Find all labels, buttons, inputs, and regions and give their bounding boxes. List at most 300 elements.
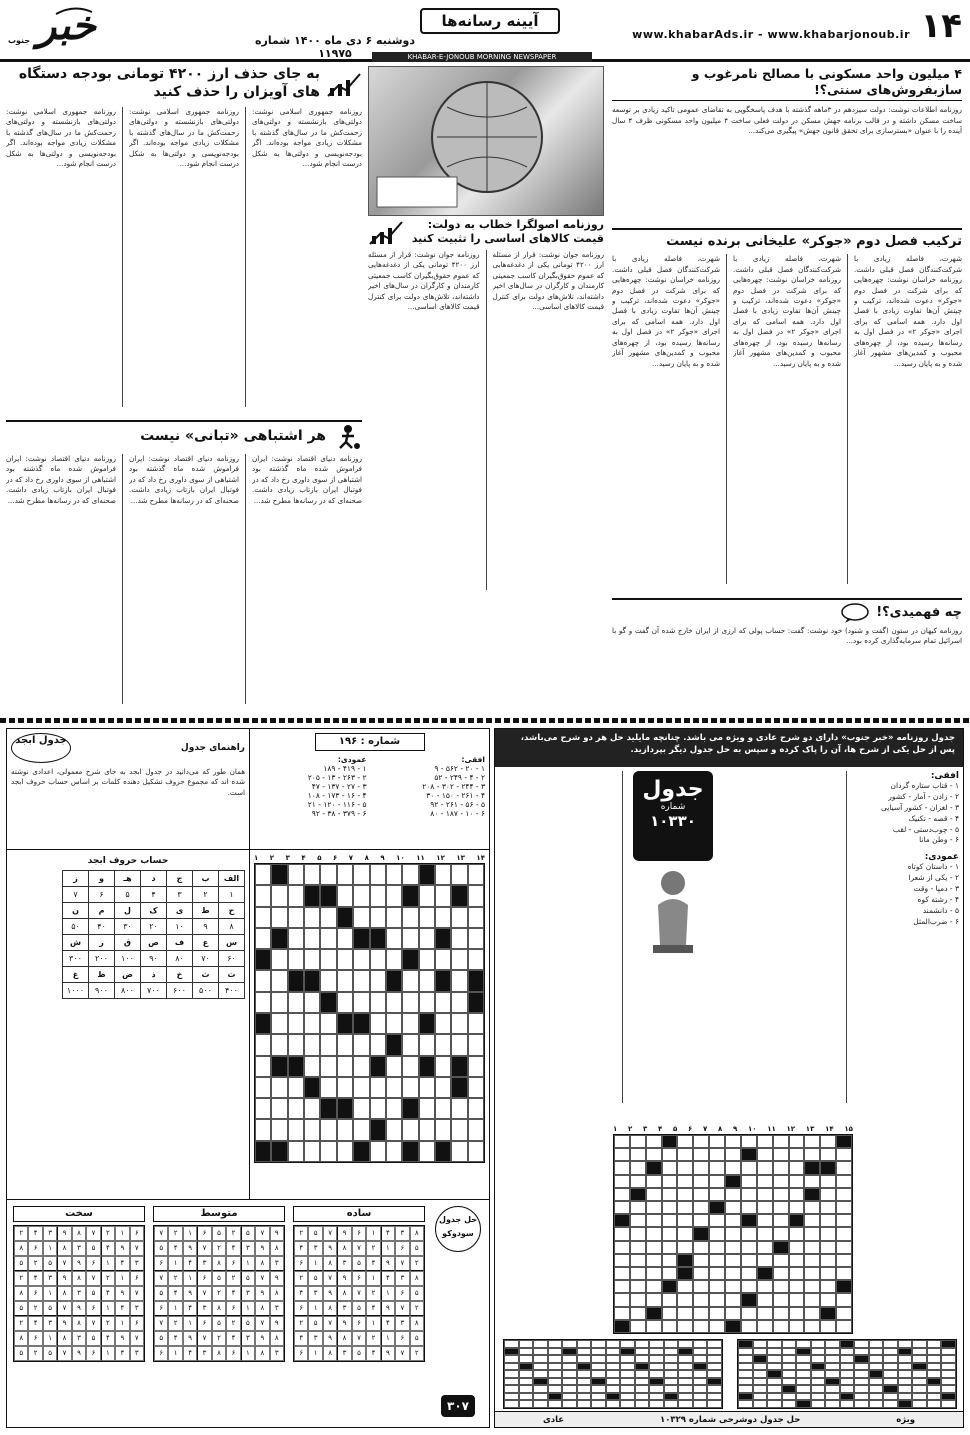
grid-cell[interactable] (606, 1363, 621, 1371)
grid-cell[interactable] (370, 992, 386, 1013)
sudoku-cell[interactable]: ۹ (270, 1226, 284, 1241)
grid-cell[interactable] (709, 1175, 725, 1188)
grid-cell[interactable] (753, 1363, 768, 1371)
grid-cell[interactable] (854, 1370, 869, 1378)
grid-cell[interactable] (796, 1370, 811, 1378)
sudoku-cell[interactable]: ۳ (337, 1256, 351, 1271)
grid-cell[interactable] (825, 1385, 840, 1393)
grid-cell[interactable] (646, 1293, 662, 1306)
sudoku-cell[interactable]: ۶ (197, 1271, 211, 1286)
article-housing-title[interactable]: ۴ میلیون واحد مسکونی با مصالح نامرغوب و سازبفروش‌های سنتی؟! (612, 66, 962, 101)
sudoku-cell[interactable]: ۹ (381, 1346, 395, 1361)
grid-cell[interactable] (614, 1307, 630, 1320)
grid-cell[interactable] (836, 1267, 852, 1280)
grid-cell[interactable] (649, 1363, 664, 1371)
grid-cell[interactable] (677, 1280, 693, 1293)
sudoku-cell[interactable]: ۱ (168, 1301, 182, 1316)
grid-cell[interactable] (725, 1201, 741, 1214)
grid-cell[interactable] (370, 1077, 386, 1098)
sudoku-cell[interactable]: ۵ (212, 1226, 226, 1241)
grid-cell[interactable] (678, 1363, 693, 1371)
grid-cell[interactable] (883, 1340, 898, 1348)
grid-cell[interactable] (725, 1214, 741, 1227)
grid-cell[interactable] (804, 1254, 820, 1267)
grid-cell[interactable] (353, 885, 369, 906)
grid-cell[interactable] (353, 949, 369, 970)
sudoku-cell[interactable]: ۴ (183, 1301, 197, 1316)
grid-cell[interactable] (678, 1378, 693, 1386)
sudoku-cell[interactable]: ۷ (86, 1226, 100, 1241)
sudoku-cell[interactable]: ۹ (337, 1316, 351, 1331)
sudoku-cell[interactable]: ۷ (395, 1256, 409, 1271)
grid-cell[interactable] (677, 1161, 693, 1174)
grid-cell[interactable] (898, 1363, 913, 1371)
sudoku-cell[interactable]: ۷ (197, 1241, 211, 1256)
grid-cell[interactable] (255, 885, 271, 906)
grid-cell[interactable] (288, 992, 304, 1013)
grid-cell[interactable] (646, 1148, 662, 1161)
grid-cell[interactable] (753, 1393, 768, 1401)
sudoku-cell[interactable]: ۲ (14, 1226, 28, 1241)
sudoku-cell[interactable]: ۲ (168, 1226, 182, 1241)
grid-cell[interactable] (451, 928, 467, 949)
sudoku-cell[interactable]: ۸ (14, 1241, 28, 1256)
grid-cell[interactable] (757, 1280, 773, 1293)
grid-cell[interactable] (353, 1077, 369, 1098)
sudoku-cell[interactable]: ۵ (410, 1241, 424, 1256)
grid-cell[interactable] (941, 1385, 956, 1393)
grid-cell[interactable] (757, 1227, 773, 1240)
sudoku-cell[interactable]: ۵ (86, 1286, 100, 1301)
sudoku-cell[interactable]: ۴ (101, 1241, 115, 1256)
grid-cell[interactable] (693, 1355, 708, 1363)
grid-cell[interactable] (402, 907, 418, 928)
grid-cell[interactable] (649, 1370, 664, 1378)
grid-cell[interactable] (741, 1241, 757, 1254)
grid-cell[interactable] (773, 1188, 789, 1201)
sudoku-cell[interactable]: ۳ (395, 1226, 409, 1241)
grid-cell[interactable] (836, 1293, 852, 1306)
grid-cell[interactable] (435, 885, 451, 906)
sudoku-cell[interactable]: ۲ (212, 1331, 226, 1346)
grid-cell[interactable] (941, 1370, 956, 1378)
grid-cell[interactable] (825, 1348, 840, 1356)
sudoku-cell[interactable]: ۲ (28, 1256, 42, 1271)
grid-cell[interactable] (630, 1175, 646, 1188)
article-collusion-title[interactable]: هر اشتباهی «تبانی» نیست (140, 428, 326, 445)
sudoku-cell[interactable]: ۳ (270, 1301, 284, 1316)
grid-cell[interactable] (820, 1148, 836, 1161)
grid-cell[interactable] (677, 1175, 693, 1188)
sudoku-cell[interactable]: ۱ (308, 1301, 322, 1316)
grid-cell[interactable] (804, 1214, 820, 1227)
sudoku-cell[interactable]: ۷ (57, 1346, 71, 1361)
grid-cell[interactable] (386, 864, 402, 885)
grid-cell[interactable] (677, 1241, 693, 1254)
grid-cell[interactable] (614, 1135, 630, 1148)
sudoku-cell[interactable]: ۲ (294, 1271, 308, 1286)
grid-cell[interactable] (804, 1175, 820, 1188)
grid-cell[interactable] (677, 1148, 693, 1161)
grid-cell[interactable] (804, 1227, 820, 1240)
sudoku-cell[interactable]: ۴ (183, 1256, 197, 1271)
sudoku-cell[interactable]: ۸ (270, 1286, 284, 1301)
grid-cell[interactable] (767, 1400, 782, 1408)
grid-cell[interactable] (912, 1393, 927, 1401)
grid-cell[interactable] (782, 1370, 797, 1378)
sudoku-cell[interactable]: ۱ (381, 1331, 395, 1346)
grid-cell[interactable] (519, 1348, 534, 1356)
sudoku-cell[interactable]: ۲ (226, 1271, 240, 1286)
sudoku-cell[interactable]: ۱ (381, 1241, 395, 1256)
sudoku-cell[interactable]: ۷ (395, 1301, 409, 1316)
grid-cell[interactable] (693, 1348, 708, 1356)
grid-cell[interactable] (635, 1355, 650, 1363)
grid-cell[interactable] (519, 1400, 534, 1408)
grid-cell[interactable] (435, 1056, 451, 1077)
grid-cell[interactable] (646, 1201, 662, 1214)
grid-cell[interactable] (782, 1400, 797, 1408)
sudoku-cell[interactable]: ۷ (197, 1331, 211, 1346)
sudoku-cell[interactable]: ۶ (197, 1226, 211, 1241)
grid-cell[interactable] (548, 1355, 563, 1363)
grid-cell[interactable] (606, 1355, 621, 1363)
sudoku-cell[interactable]: ۹ (381, 1256, 395, 1271)
grid-cell[interactable] (709, 1188, 725, 1201)
grid-cell[interactable] (255, 907, 271, 928)
grid-cell[interactable] (630, 1241, 646, 1254)
sudoku-cell[interactable]: ۳ (197, 1301, 211, 1316)
grid-cell[interactable] (635, 1340, 650, 1348)
sudoku-cell[interactable]: ۷ (352, 1241, 366, 1256)
grid-cell[interactable] (912, 1355, 927, 1363)
grid-cell[interactable] (630, 1227, 646, 1240)
sudoku-cell[interactable]: ۲ (28, 1346, 42, 1361)
sudoku-cell[interactable]: ۶ (86, 1256, 100, 1271)
grid-cell[interactable] (757, 1161, 773, 1174)
grid-cell[interactable] (836, 1175, 852, 1188)
grid-cell[interactable] (927, 1393, 942, 1401)
grid-cell[interactable] (804, 1135, 820, 1148)
sudoku-cell[interactable]: ۸ (72, 1226, 86, 1241)
grid-cell[interactable] (854, 1340, 869, 1348)
grid-cell[interactable] (271, 949, 287, 970)
grid-cell[interactable] (678, 1370, 693, 1378)
grid-cell[interactable] (630, 1135, 646, 1148)
grid-cell[interactable] (646, 1280, 662, 1293)
grid-cell[interactable] (468, 928, 484, 949)
sudoku-cell[interactable]: ۱ (381, 1286, 395, 1301)
sudoku-cell[interactable]: ۵ (14, 1256, 28, 1271)
grid-cell[interactable] (402, 970, 418, 991)
sudoku-cell[interactable]: ۶ (352, 1226, 366, 1241)
grid-cell[interactable] (662, 1254, 678, 1267)
sudoku-cell[interactable]: ۲ (366, 1331, 380, 1346)
grid-cell[interactable] (386, 1056, 402, 1077)
grid-cell[interactable] (869, 1393, 884, 1401)
grid-cell[interactable] (337, 885, 353, 906)
grid-cell[interactable] (614, 1254, 630, 1267)
sudoku-cell[interactable]: ۴ (28, 1226, 42, 1241)
grid-cell[interactable] (562, 1370, 577, 1378)
sudoku-cell[interactable]: ۲ (366, 1241, 380, 1256)
grid-cell[interactable] (662, 1175, 678, 1188)
sudoku-cell[interactable]: ۵ (410, 1331, 424, 1346)
grid-cell[interactable] (707, 1348, 722, 1356)
grid-cell[interactable] (255, 928, 271, 949)
grid-cell[interactable] (664, 1378, 679, 1386)
grid-cell[interactable] (773, 1135, 789, 1148)
grid-cell[interactable] (869, 1400, 884, 1408)
grid-cell[interactable] (836, 1254, 852, 1267)
grid-cell[interactable] (898, 1355, 913, 1363)
grid-cell[interactable] (288, 949, 304, 970)
grid-cell[interactable] (451, 992, 467, 1013)
grid-cell[interactable] (451, 864, 467, 885)
grid-cell[interactable] (677, 1135, 693, 1148)
grid-cell[interactable] (677, 1188, 693, 1201)
grid-cell[interactable] (941, 1400, 956, 1408)
sudoku-cell[interactable]: ۱ (115, 1271, 129, 1286)
grid-cell[interactable] (435, 864, 451, 885)
sudoku-cell[interactable]: ۶ (28, 1286, 42, 1301)
sudoku-cell[interactable]: ۵ (241, 1226, 255, 1241)
grid-cell[interactable] (419, 1098, 435, 1119)
sudoku-cell[interactable]: ۵ (154, 1241, 168, 1256)
grid-cell[interactable] (854, 1400, 869, 1408)
sudoku-cell[interactable]: ۴ (366, 1256, 380, 1271)
grid-cell[interactable] (709, 1307, 725, 1320)
grid-cell[interactable] (451, 1013, 467, 1034)
grid-cell[interactable] (773, 1175, 789, 1188)
sudoku-cell[interactable]: ۳ (72, 1331, 86, 1346)
grid-cell[interactable] (757, 1135, 773, 1148)
grid-cell[interactable] (677, 1201, 693, 1214)
grid-cell[interactable] (662, 1188, 678, 1201)
sudoku-cell[interactable]: ۹ (183, 1286, 197, 1301)
grid-cell[interactable] (725, 1188, 741, 1201)
grid-cell[interactable] (255, 1119, 271, 1140)
sudoku-cell[interactable]: ۵ (212, 1271, 226, 1286)
sudoku-cell[interactable]: ۵ (154, 1286, 168, 1301)
grid-cell[interactable] (854, 1348, 869, 1356)
grid-cell[interactable] (677, 1307, 693, 1320)
grid-cell[interactable] (840, 1385, 855, 1393)
grid-cell[interactable] (353, 1119, 369, 1140)
grid-cell[interactable] (927, 1370, 942, 1378)
sudoku-cell[interactable]: ۵ (43, 1346, 57, 1361)
grid-cell[interactable] (836, 1161, 852, 1174)
grid-cell[interactable] (504, 1385, 519, 1393)
sudoku-cell[interactable]: ۹ (337, 1271, 351, 1286)
grid-cell[interactable] (782, 1340, 797, 1348)
grid-cell[interactable] (402, 992, 418, 1013)
sudoku-cell[interactable]: ۸ (72, 1271, 86, 1286)
grid-cell[interactable] (591, 1363, 606, 1371)
grid-cell[interactable] (941, 1363, 956, 1371)
grid-cell[interactable] (820, 1280, 836, 1293)
sudoku-cell[interactable]: ۱ (101, 1301, 115, 1316)
sudoku-cell[interactable]: ۳ (395, 1271, 409, 1286)
grid-cell[interactable] (562, 1385, 577, 1393)
grid-cell[interactable] (709, 1214, 725, 1227)
grid-cell[interactable] (725, 1241, 741, 1254)
article-budget-title[interactable]: به جای حذف ارز ۴۲۰۰ تومانی بودجه دستگاه های آویزان را حذف کنید (18, 66, 320, 100)
grid-cell[interactable] (271, 1119, 287, 1140)
grid-cell[interactable] (419, 949, 435, 970)
grid-cell[interactable] (386, 1119, 402, 1140)
grid-cell[interactable] (869, 1385, 884, 1393)
grid-cell[interactable] (677, 1214, 693, 1227)
grid-cell[interactable] (606, 1400, 621, 1408)
sudoku-cell[interactable]: ۸ (14, 1331, 28, 1346)
sudoku-cell[interactable]: ۹ (323, 1241, 337, 1256)
grid-cell[interactable] (820, 1175, 836, 1188)
sudoku-cell[interactable]: ۴ (183, 1346, 197, 1361)
grid-cell[interactable] (836, 1201, 852, 1214)
sudoku-cell[interactable]: ۲ (28, 1301, 42, 1316)
grid-cell[interactable] (304, 1119, 320, 1140)
sudoku-cell[interactable]: ۱ (168, 1256, 182, 1271)
grid-cell[interactable] (767, 1340, 782, 1348)
grid-cell[interactable] (419, 1141, 435, 1162)
grid-cell[interactable] (386, 885, 402, 906)
grid-cell[interactable] (811, 1385, 826, 1393)
grid-cell[interactable] (255, 1056, 271, 1077)
grid-cell[interactable] (741, 1307, 757, 1320)
grid-cell[interactable] (741, 1201, 757, 1214)
grid-cell[interactable] (898, 1378, 913, 1386)
sudoku-cell[interactable]: ۵ (308, 1316, 322, 1331)
grid-cell[interactable] (662, 1148, 678, 1161)
grid-cell[interactable] (419, 928, 435, 949)
grid-cell[interactable] (370, 1141, 386, 1162)
grid-cell[interactable] (255, 970, 271, 991)
grid-cell[interactable] (898, 1340, 913, 1348)
sudoku-cell[interactable]: ۸ (255, 1346, 269, 1361)
grid-cell[interactable] (709, 1135, 725, 1148)
grid-cell[interactable] (468, 1013, 484, 1034)
grid-cell[interactable] (741, 1227, 757, 1240)
grid-cell[interactable] (927, 1400, 942, 1408)
grid-cell[interactable] (773, 1201, 789, 1214)
sudoku-cell[interactable]: ۷ (154, 1271, 168, 1286)
grid-cell[interactable] (646, 1214, 662, 1227)
grid-cell[interactable] (820, 1201, 836, 1214)
grid-cell[interactable] (796, 1393, 811, 1401)
sudoku-cell[interactable]: ۸ (255, 1256, 269, 1271)
grid-cell[interactable] (767, 1378, 782, 1386)
sudoku-cell[interactable]: ۶ (226, 1346, 240, 1361)
grid-cell[interactable] (337, 1056, 353, 1077)
sudoku-cell[interactable]: ۶ (154, 1301, 168, 1316)
grid-cell[interactable] (255, 1077, 271, 1098)
sudoku-cell[interactable]: ۷ (197, 1286, 211, 1301)
grid-cell[interactable] (820, 1267, 836, 1280)
sudoku-cell[interactable]: ۴ (28, 1316, 42, 1331)
grid-cell[interactable] (664, 1363, 679, 1371)
grid-cell[interactable] (320, 1056, 336, 1077)
sudoku-cell[interactable]: ۵ (86, 1331, 100, 1346)
grid-cell[interactable] (804, 1241, 820, 1254)
grid-cell[interactable] (646, 1135, 662, 1148)
grid-cell[interactable] (386, 1141, 402, 1162)
sudoku-cell[interactable]: ۱ (241, 1346, 255, 1361)
grid-cell[interactable] (757, 1148, 773, 1161)
grid-cell[interactable] (337, 864, 353, 885)
grid-cell[interactable] (435, 1077, 451, 1098)
sudoku-cell[interactable]: ۷ (352, 1331, 366, 1346)
grid-cell[interactable] (767, 1348, 782, 1356)
grid-cell[interactable] (614, 1175, 630, 1188)
grid-cell[interactable] (883, 1370, 898, 1378)
grid-cell[interactable] (386, 1013, 402, 1034)
grid-cell[interactable] (649, 1355, 664, 1363)
sudoku-cell[interactable]: ۷ (154, 1316, 168, 1331)
grid-cell[interactable] (337, 1034, 353, 1055)
grid-cell[interactable] (419, 1034, 435, 1055)
sudoku-cell[interactable]: ۳ (130, 1301, 144, 1316)
sudoku-cell[interactable]: ۸ (337, 1331, 351, 1346)
sudoku-cell[interactable]: ۸ (337, 1286, 351, 1301)
grid-cell[interactable] (402, 1034, 418, 1055)
grid-cell[interactable] (773, 1280, 789, 1293)
grid-cell[interactable] (288, 1077, 304, 1098)
grid-cell[interactable] (288, 864, 304, 885)
sudoku-cell[interactable]: ۲ (366, 1286, 380, 1301)
grid-cell[interactable] (662, 1214, 678, 1227)
sudoku-cell[interactable]: ۱ (101, 1346, 115, 1361)
grid-cell[interactable] (577, 1385, 592, 1393)
grid-cell[interactable] (353, 864, 369, 885)
sudoku-cell[interactable]: ۷ (323, 1316, 337, 1331)
grid-cell[interactable] (419, 1119, 435, 1140)
grid-cell[interactable] (402, 1077, 418, 1098)
grid-cell[interactable] (693, 1293, 709, 1306)
grid-cell[interactable] (789, 1307, 805, 1320)
grid-cell[interactable] (562, 1393, 577, 1401)
grid-cell[interactable] (649, 1340, 664, 1348)
sudoku-cell[interactable]: ۹ (323, 1286, 337, 1301)
grid-cell[interactable] (693, 1161, 709, 1174)
sudoku-cell[interactable]: ۳ (270, 1346, 284, 1361)
grid-cell[interactable] (707, 1340, 722, 1348)
grid-cell[interactable] (533, 1370, 548, 1378)
sudoku-cell[interactable]: ۵ (86, 1241, 100, 1256)
grid-cell[interactable] (577, 1348, 592, 1356)
grid-cell[interactable] (664, 1355, 679, 1363)
sudoku-cell[interactable]: ۴ (168, 1241, 182, 1256)
sudoku-cell[interactable]: ۴ (115, 1346, 129, 1361)
grid-cell[interactable] (548, 1348, 563, 1356)
grid-cell[interactable] (693, 1370, 708, 1378)
sudoku-cell[interactable]: ۸ (72, 1316, 86, 1331)
grid-cell[interactable] (789, 1280, 805, 1293)
grid-cell[interactable] (693, 1320, 709, 1333)
sudoku-cell[interactable]: ۱ (115, 1226, 129, 1241)
grid-cell[interactable] (504, 1393, 519, 1401)
grid-cell[interactable] (419, 970, 435, 991)
sudoku-cell[interactable]: ۸ (14, 1286, 28, 1301)
grid-cell[interactable] (741, 1320, 757, 1333)
grid-cell[interactable] (304, 1013, 320, 1034)
sudoku-cell[interactable]: ۵ (410, 1286, 424, 1301)
grid-cell[interactable] (620, 1378, 635, 1386)
grid-cell[interactable] (591, 1400, 606, 1408)
grid-cell[interactable] (840, 1370, 855, 1378)
sudoku-cell[interactable]: ۸ (323, 1346, 337, 1361)
grid-cell[interactable] (591, 1340, 606, 1348)
